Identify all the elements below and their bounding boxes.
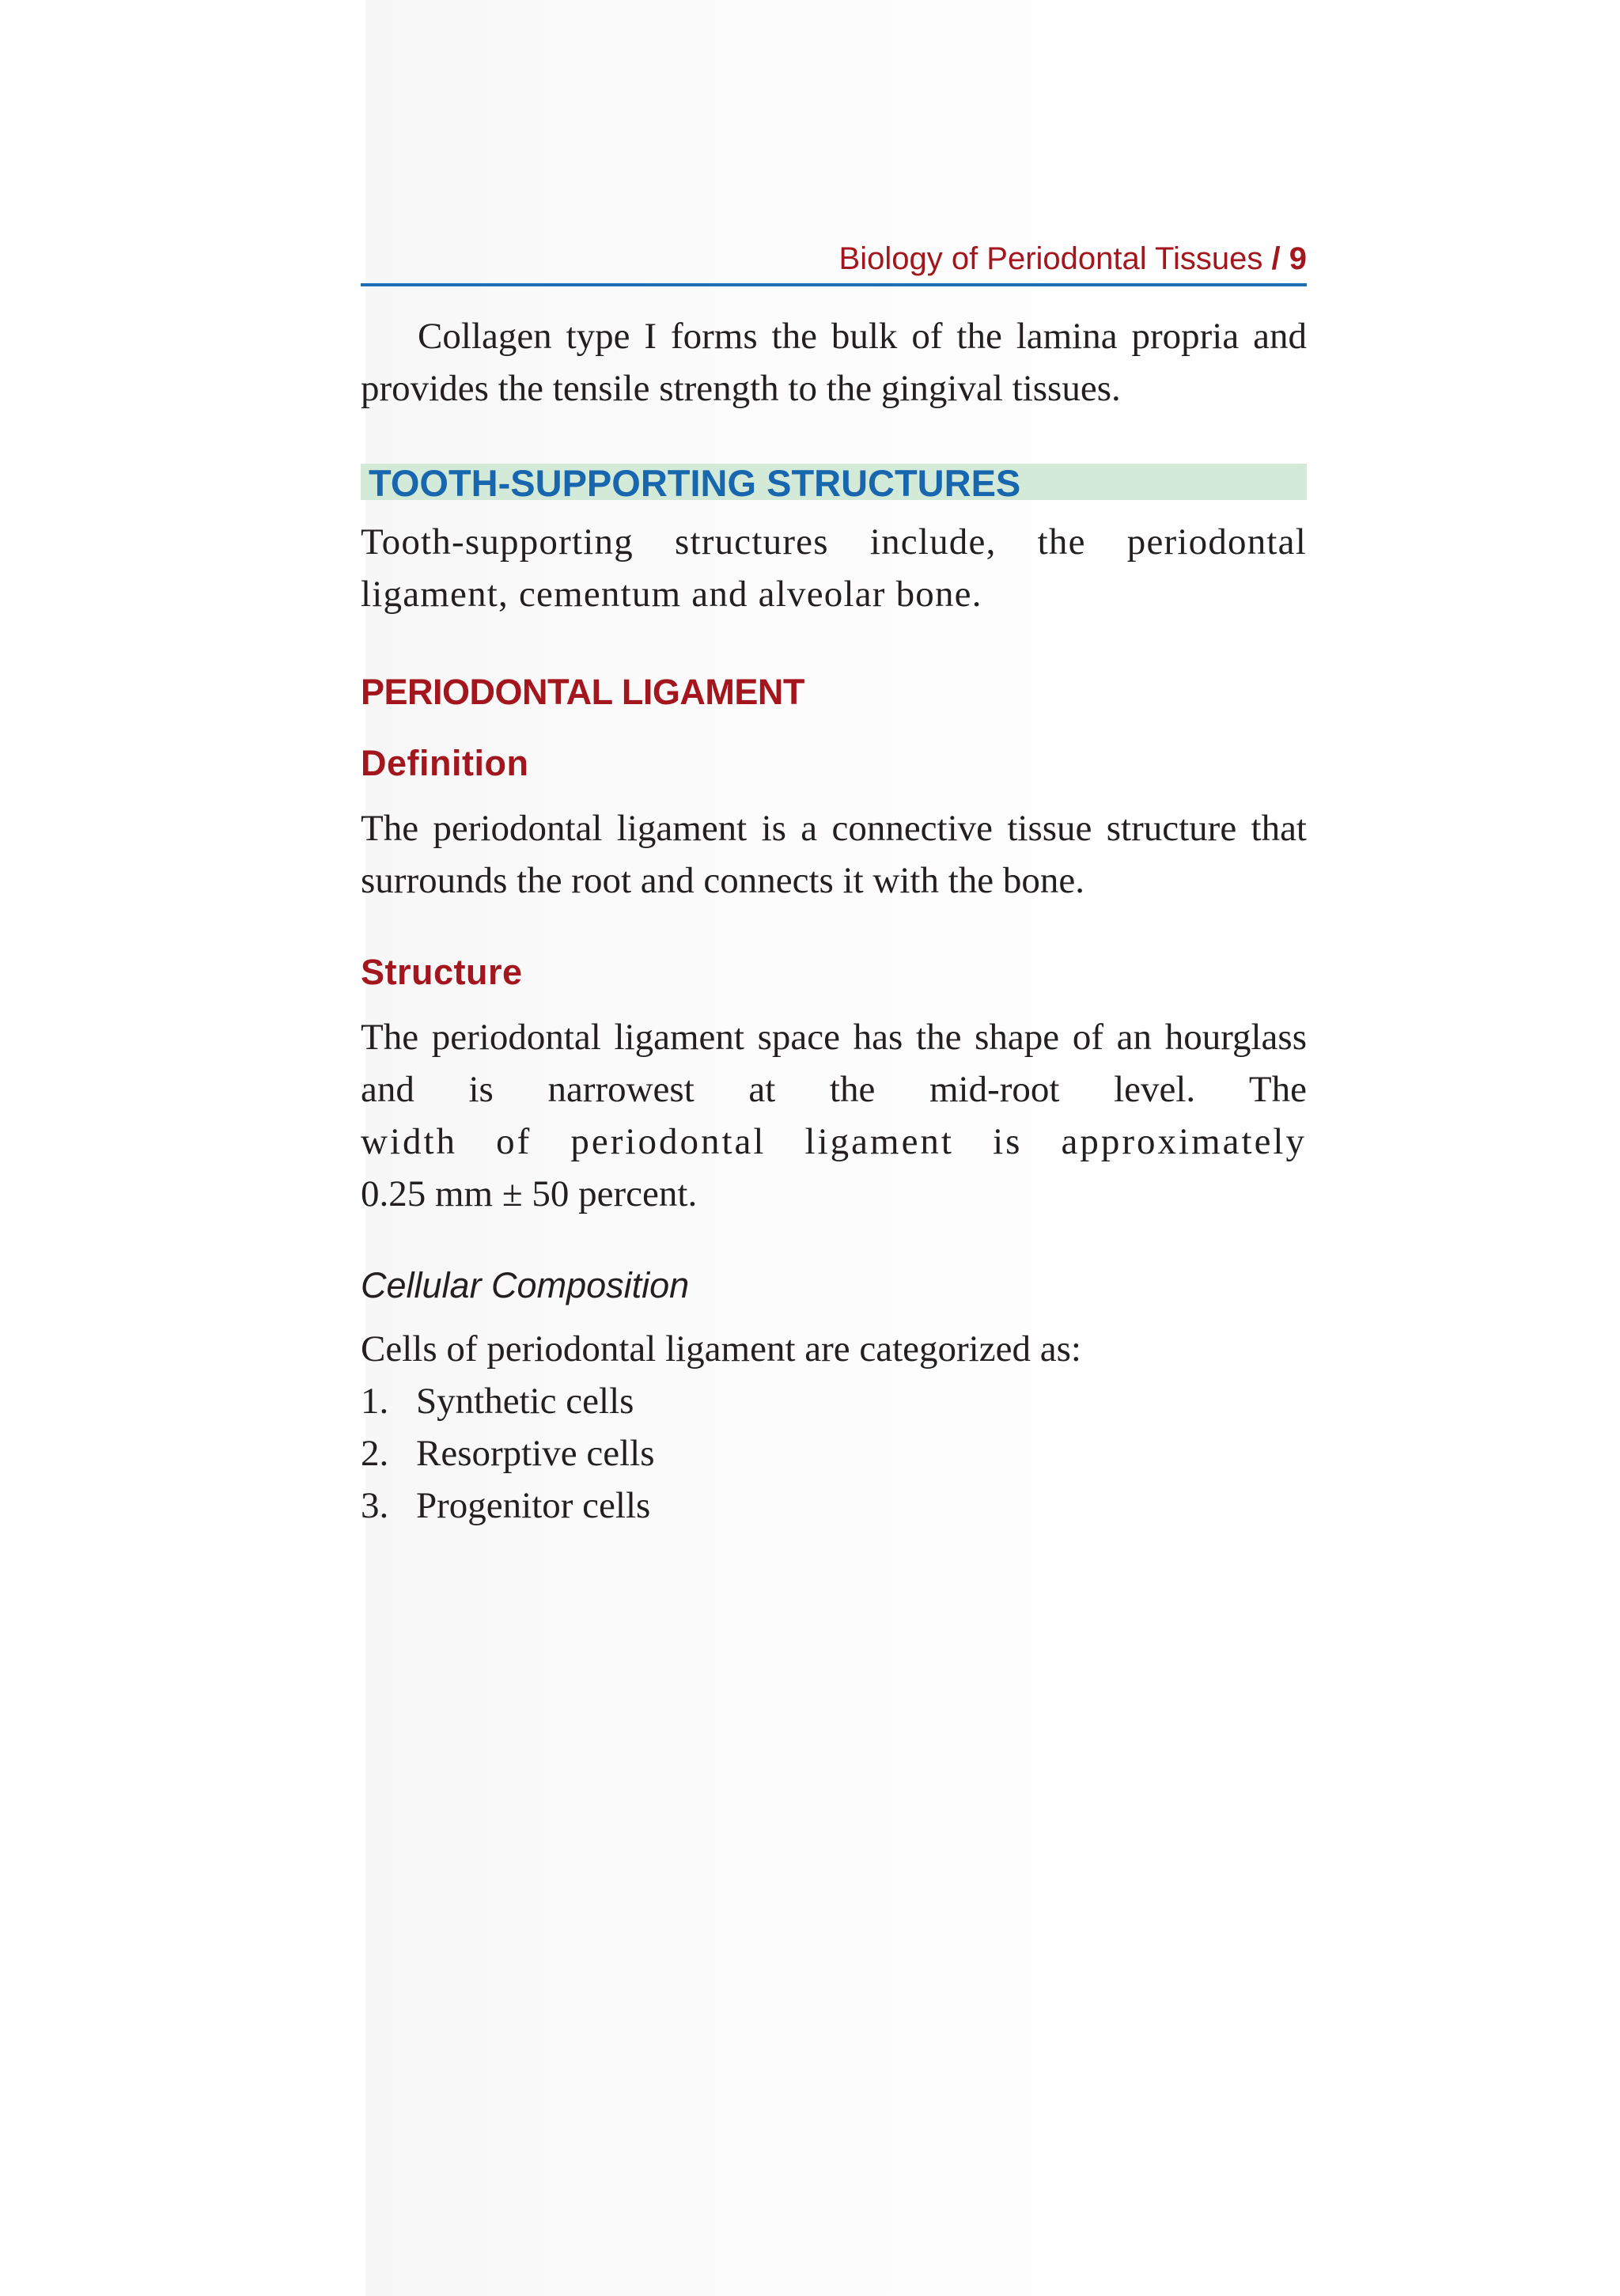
structure-text-part3: 0.25 mm ± 50 percent. [361,1173,698,1214]
page-number: 9 [1289,241,1307,276]
section-heading-tooth-supporting: TOOTH-SUPPORTING STRUCTURES [361,464,1307,500]
subheading-definition: Definition [361,743,529,783]
list-item-number: 2. [361,1433,389,1474]
subheading-cellular-composition: Cellular Composition [361,1265,690,1305]
list-item-number: 3. [361,1485,389,1526]
structure-text-part1: The periodontal ligament space has the shape of an hourglass and is narrowest at the mid-root level. The [361,1017,1307,1110]
running-header [361,234,1307,286]
section-heading-periodontal-ligament: PERIODONTAL LIGAMENT [361,672,804,712]
list-item [361,1375,1307,1427]
header-separator: / [1271,241,1281,276]
cell-types-list [361,1375,1307,1532]
subheading-structure: Structure [361,952,523,992]
list-item-label: Resorptive cells [416,1433,655,1474]
running-title: Biology of Periodontal Tissues [838,241,1263,276]
structure-text-part2: width of periodontal ligament is approximately [361,1121,1307,1162]
definition-paragraph: The periodontal ligament is a connective tissue structure that surrounds the root and connects it with the bone. [361,808,1307,901]
list-item-label: Synthetic cells [416,1381,634,1422]
list-item-number: 1. [361,1381,389,1422]
page-content [361,234,1307,1532]
list-item-label: Progenitor cells [416,1485,651,1526]
list-item [361,1480,1307,1532]
collagen-paragraph: Collagen type I forms the bulk of the lamina propria and provides the tensile strength to the gingival tissues. [361,316,1307,409]
tooth-supporting-paragraph: Tooth-supporting structures include, the periodontal ligament, cementum and alveolar bone. [361,521,1307,615]
cellular-composition-intro: Cells of periodontal ligament are categorized as: [361,1328,1081,1370]
list-item [361,1427,1307,1480]
structure-paragraph [361,1011,1307,1220]
